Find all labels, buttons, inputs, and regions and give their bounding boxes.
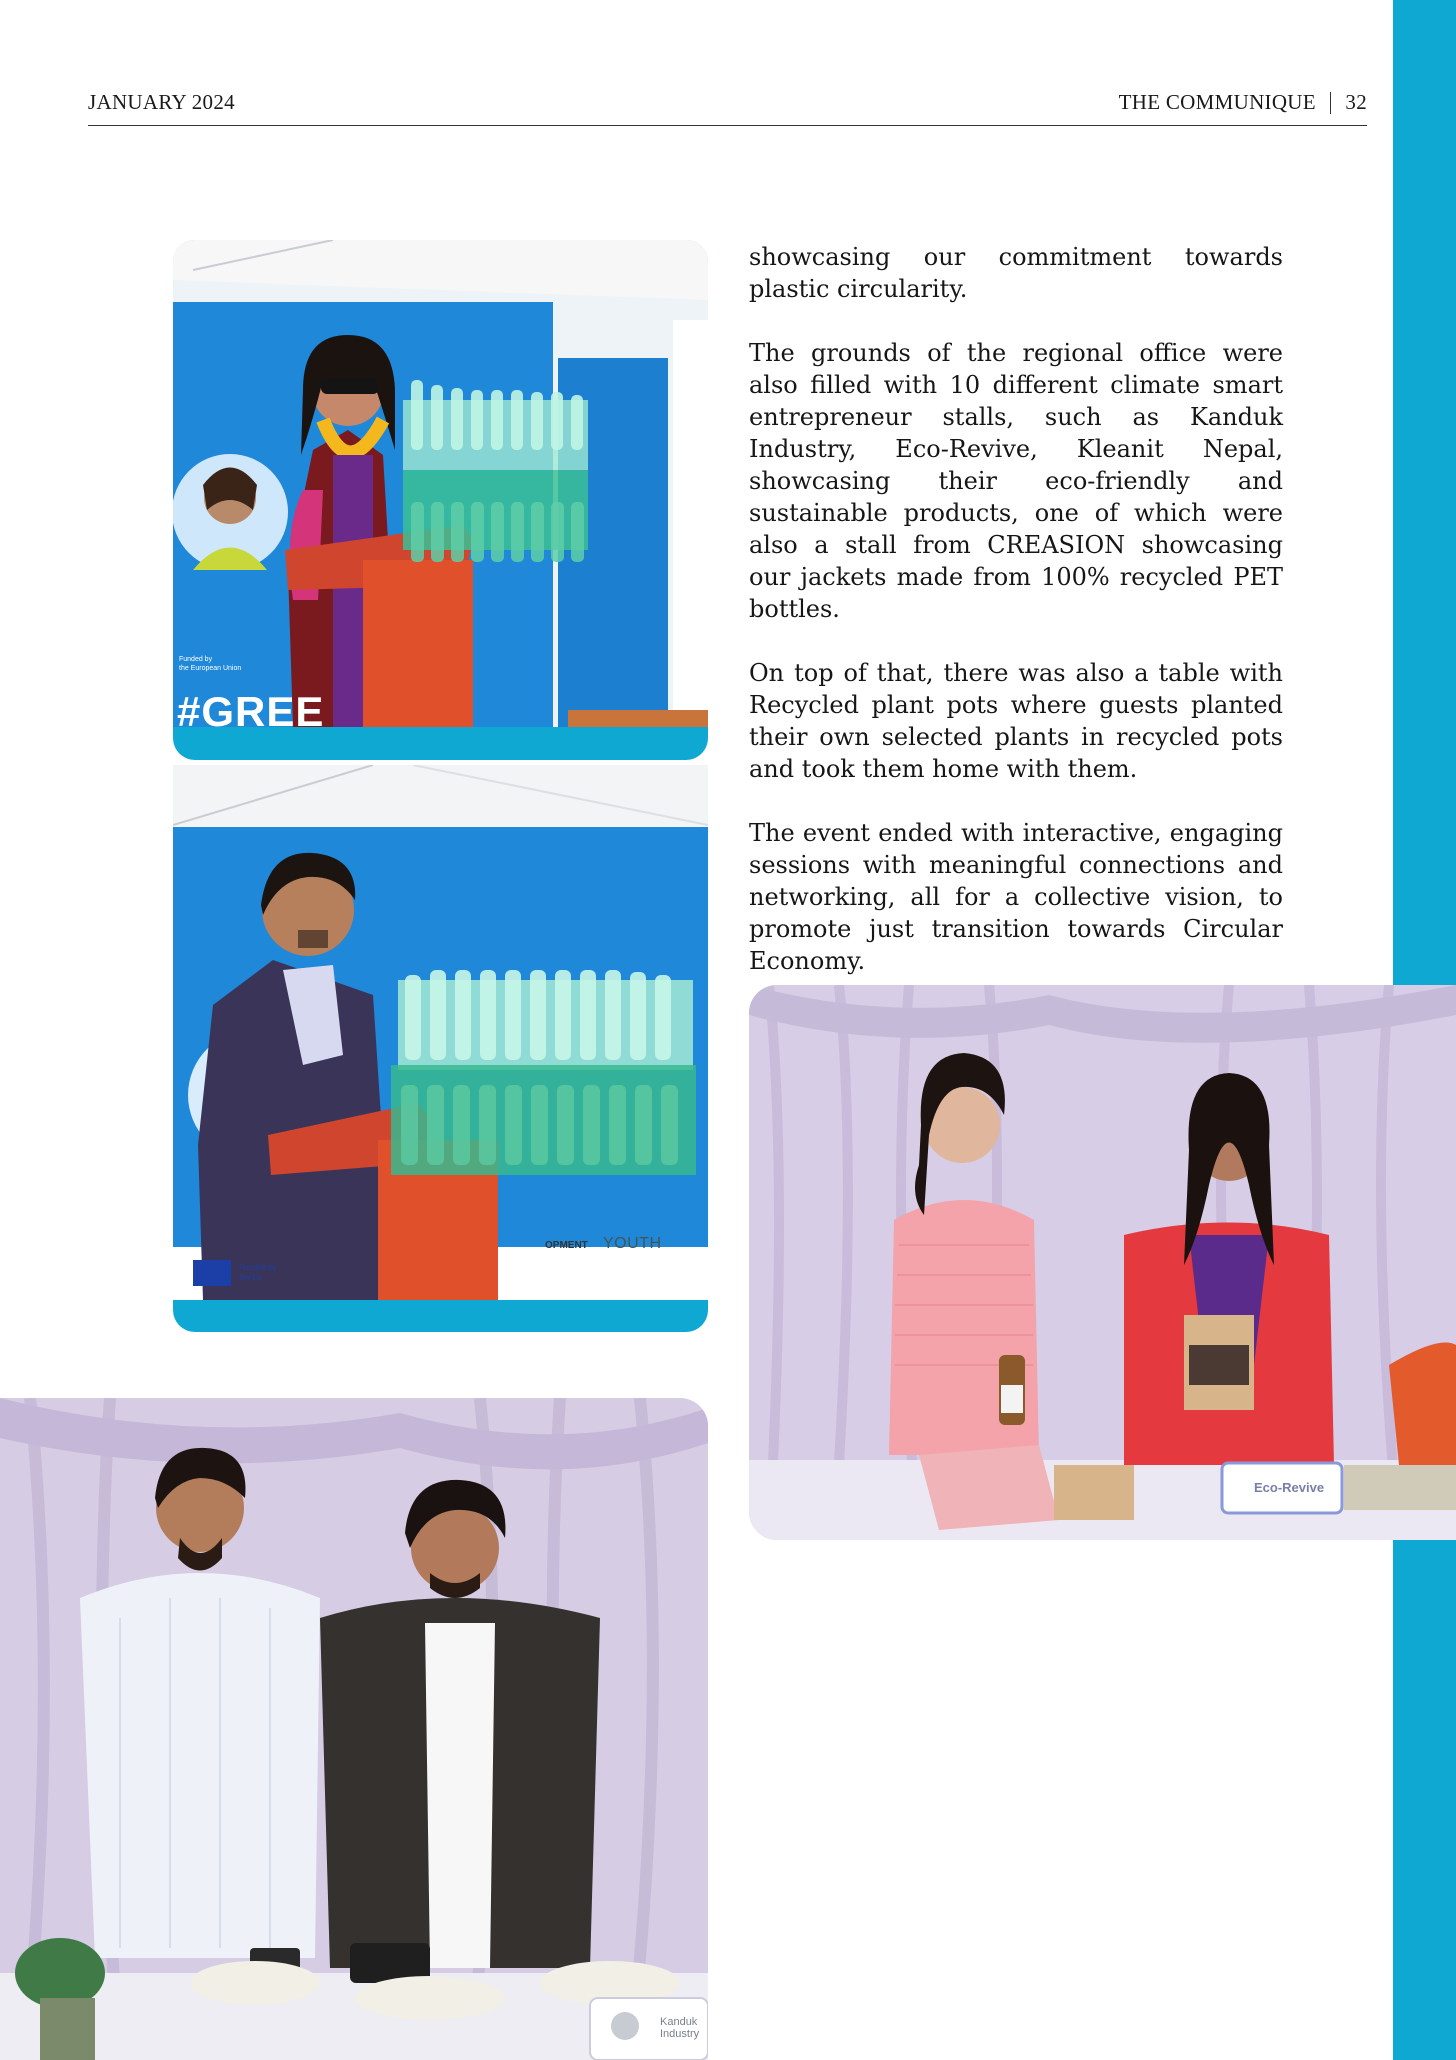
funded-text-line: the Eu <box>239 1273 263 1282</box>
header-divider <box>1330 92 1332 114</box>
article-paragraph: The event ended with interactive, engaging sessions with meaningful connections and networking, all for a collective vision, to promote just transition towards Circular Economy. <box>749 819 1283 975</box>
kanduk-image <box>0 1398 708 2060</box>
article-paragraph: showcasing our commitment towards plastic circularity. <box>749 243 1283 303</box>
kanduk-sign-line: Industry <box>660 2028 700 2040</box>
funded-text-line: Funded by <box>239 1263 277 1272</box>
photo-speaker-woman <box>173 240 708 727</box>
header-right <box>1119 90 1367 115</box>
speaker-man-image <box>173 765 708 1300</box>
publication-title: THE COMMUNIQUE <box>1118 90 1316 114</box>
photo-eco-revive-stall <box>749 985 1456 1540</box>
kanduk-sign <box>660 2016 699 2040</box>
article-paragraph: On top of that, there was also a table with Recycled plant pots where guests planted their own selected plants in recycled pots and took them home with them. <box>749 659 1283 783</box>
speaker-woman-image <box>173 240 708 727</box>
photo-kanduk-stall <box>0 1398 708 2060</box>
article-body <box>749 241 1283 1009</box>
banner-hashtag: #GREE <box>177 688 325 727</box>
issue-date: JANUARY 2024 <box>88 90 235 114</box>
page-number: 32 <box>1345 90 1367 114</box>
article-paragraph: The grounds of the regional office were also filled with 10 different climate smart entrepreneur stalls, such as Kanduk Industry, Eco-Revive, Kleanit Nepal, showcasing their eco-friendly and sustainable products, one of which were also a stall from CREASION showcasing our jackets made from 100% recycled PET bottles. <box>749 339 1283 623</box>
funded-by-label <box>239 1263 277 1283</box>
funded-text-line: the European Union <box>179 665 242 672</box>
funded-text-line: Funded by <box>179 656 213 663</box>
funded-by-label <box>179 655 241 673</box>
kanduk-sign-line: Kanduk <box>660 2016 698 2028</box>
photo-speaker-man <box>173 765 708 1300</box>
eco-revive-sign: Eco-Revive <box>1254 1480 1325 1495</box>
youth-logo-text: YOUTH <box>603 1235 662 1252</box>
eco-revive-image <box>749 985 1456 1540</box>
page-header <box>88 86 1367 126</box>
development-label: OPMENT <box>545 1240 588 1251</box>
